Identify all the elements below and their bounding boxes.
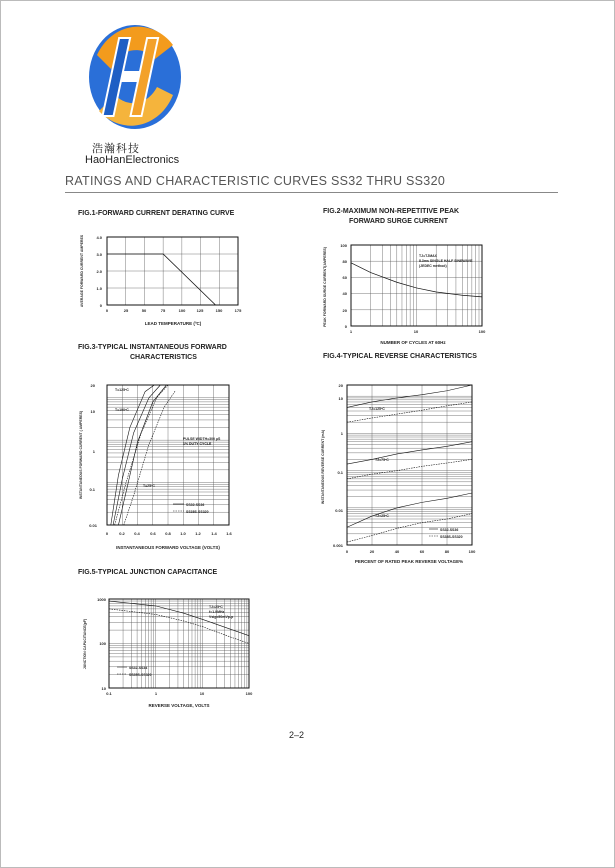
document-title: RATINGS AND CHARACTERISTIC CURVES SS32 THRU SS320: [65, 174, 446, 188]
fig3-caption-line2: CHARACTERISTICS: [130, 354, 197, 361]
fig2-ytick: 40: [342, 291, 347, 296]
fig5-xtick: 10: [199, 691, 205, 696]
fig2-chart: [313, 237, 493, 349]
fig3-xlabel: INSTANTANEOUS FORWARD VOLTAGE (VOLTS): [116, 545, 220, 550]
fig3-xtick: 0.8: [165, 531, 171, 536]
fig4-ytick: 1: [340, 431, 343, 436]
fig2-ytick: 20: [342, 308, 347, 313]
fig4-note: TJ=25ºC: [375, 514, 389, 518]
fig5-xtick: 0.1: [106, 691, 112, 696]
fig3-note: T=100ºC: [115, 408, 129, 412]
fig5-caption: FIG.5-TYPICAL JUNCTION CAPACITANCE: [78, 569, 218, 576]
fig1-ytick: 3.0: [96, 252, 102, 257]
fig4-chart: [317, 375, 487, 567]
fig2-xtick: 10: [413, 329, 419, 334]
fig5-legend: SS35S-SS320: [129, 673, 152, 677]
fig3-xtick: 1.2: [195, 531, 201, 536]
fig3-xtick: 1.6: [226, 531, 232, 536]
fig4-xtick: 40: [394, 549, 400, 554]
fig3-ytick: 0.01: [89, 523, 97, 528]
fig3-note: T=125ºC: [115, 388, 129, 392]
fig5-note: TJ=25ºC: [209, 605, 223, 609]
fig4-note: TJ=125ºC: [369, 407, 385, 411]
fig4-xtick: 60: [419, 549, 425, 554]
fig4-legend: SS38S-SS320: [440, 535, 463, 539]
fig4-ytick: 20: [338, 383, 343, 388]
fig3-legend: SS32-SS36: [186, 503, 205, 507]
title-divider: [65, 192, 558, 193]
fig3-ylabel: INSTANTANEOUS FORWARD CURRENT ( AMPERES): [79, 410, 83, 500]
fig2-ytick: 60: [342, 275, 347, 280]
fig3-caption-line1: FIG.3-TYPICAL INSTANTANEOUS FORWARD: [78, 344, 227, 351]
fig5-note: Vsig=50mVp-p: [209, 615, 234, 619]
fig1-caption: FIG.1-FORWARD CURRENT DERATING CURVE: [78, 210, 235, 217]
fig2-caption-line1: FIG.2-MAXIMUM NON-REPETITIVE PEAK: [323, 208, 460, 215]
fig3-note: 1% DUTY CYCLE: [183, 442, 212, 446]
fig5-xtick: 100: [245, 691, 253, 696]
fig5-chart: [73, 589, 263, 713]
fig5-ylabel: JUNCTION CAPACITANCE(pF): [83, 618, 87, 670]
fig4-xtick: 20: [369, 549, 375, 554]
fig4-xtick: 80: [444, 549, 450, 554]
fig1-xtick: 175: [234, 308, 242, 313]
fig4-ytick: 0.01: [335, 508, 343, 513]
company-name-cn: 浩瀚科技: [92, 143, 140, 155]
fig4-series-line: [347, 459, 472, 478]
fig1-chart: [73, 225, 273, 333]
fig5-ytick: 1000: [97, 597, 106, 602]
fig3-xtick: 0.6: [150, 531, 156, 536]
fig2-xtick: 100: [478, 329, 486, 334]
fig2-note: 8.3ms SINGLE HALF SINEWAVE: [419, 259, 473, 263]
fig1-xtick: 25: [123, 308, 129, 313]
fig2-note: (JEDEC method): [419, 264, 447, 268]
company-logo-icon: [85, 15, 185, 137]
fig1-ytick: 0: [99, 303, 102, 308]
fig3-ytick: 20: [90, 383, 95, 388]
fig1-ytick: 4.0: [96, 235, 102, 240]
fig2-note: TJ=TJMAX: [419, 254, 437, 258]
fig2-ylabel: PEAK FORWARD SURGE CURRENT(AMPERES): [323, 247, 327, 327]
fig4-legend: SS32-SS36: [440, 528, 459, 532]
fig4-series-line: [347, 493, 472, 527]
fig4-ylabel: INSTANTANEOUS REVERSE CURRENT (mA): [321, 429, 325, 505]
fig1-xtick: 0: [105, 308, 109, 313]
company-name-en: HaoHanElectronics: [85, 154, 180, 166]
fig3-xtick: 1.0: [180, 531, 186, 536]
fig3-note: PULSE WIDTH=300 µS: [183, 437, 221, 441]
fig4-caption: FIG.4-TYPICAL REVERSE CHARACTERISTICS: [323, 353, 477, 360]
fig3-xtick: 0.2: [119, 531, 125, 536]
fig4-xtick: 100: [468, 549, 476, 554]
fig1-ytick: 2.0: [96, 269, 102, 274]
fig2-xtick: 1: [349, 329, 353, 334]
fig1-ytick: 1.0: [96, 286, 102, 291]
page-number: 2–2: [289, 730, 305, 740]
fig4-series-line: [347, 402, 472, 422]
fig1-xtick: 125: [196, 308, 204, 313]
fig5-xlabel: REVERSE VOLTAGE, VOLTS: [148, 703, 210, 708]
fig1-xtick: 150: [215, 308, 223, 313]
fig4-xlabel: PERCENT OF RATED PEAK REVERSE VOLTAGE%: [354, 559, 464, 564]
fig2-ytick: 100: [340, 243, 347, 248]
fig1-xtick: 75: [160, 308, 166, 313]
fig3-chart: [73, 373, 243, 557]
fig3-note: T=25ºC: [143, 484, 155, 488]
fig5-ytick: 10: [101, 686, 106, 691]
fig3-xtick: 0.4: [134, 531, 140, 536]
fig3-ytick: 1: [92, 449, 95, 454]
fig4-ytick: 0.001: [332, 543, 343, 548]
fig2-caption-line2: FORWARD SURGE CURRENT: [349, 218, 449, 225]
fig3-series-line: [115, 385, 168, 525]
fig4-note: TJ=75ºC: [375, 458, 389, 462]
fig4-ytick: 0.1: [337, 470, 343, 475]
fig3-legend: SS38S-SS320: [186, 510, 209, 514]
fig1-series-derating: [107, 254, 216, 305]
fig3-ytick: 0.1: [89, 487, 95, 492]
fig3-xtick: 0: [105, 531, 109, 536]
fig1-xtick: 50: [141, 308, 147, 313]
fig1-xlabel: LEAD TEMPERATURE (ºC): [144, 321, 202, 326]
fig5-ytick: 100: [99, 641, 106, 646]
fig2-ytick: 80: [342, 259, 347, 264]
fig5-note: f=1.0MHz: [209, 610, 225, 614]
fig3-xtick: 1.4: [211, 531, 217, 536]
fig5-xtick: 1: [154, 691, 158, 696]
fig1-ylabel: AVERAGE FORWARD CURRENT AMPERES: [80, 234, 84, 308]
fig5-legend: SS32-SS34: [129, 666, 148, 670]
fig4-xtick: 0: [345, 549, 349, 554]
fig4-ytick: 10: [338, 396, 343, 401]
fig1-xtick: 100: [178, 308, 186, 313]
fig3-ytick: 10: [90, 409, 95, 414]
fig2-xlabel: NUMBER OF CYCLES AT 60Hz: [380, 340, 446, 345]
fig2-ytick: 0: [344, 324, 347, 329]
fig3-series-line: [118, 385, 166, 525]
